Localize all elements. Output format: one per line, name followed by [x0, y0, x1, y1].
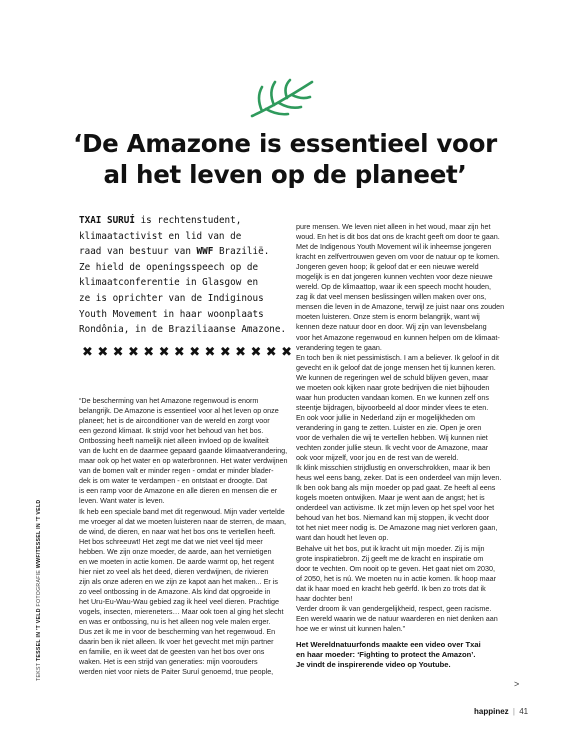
body-line: kracht en zelfvertrouwen geven om voor de natuur op te komen.: [296, 252, 500, 262]
intro-line-6: ze is oprichter van de Indiginous: [79, 292, 264, 304]
credit-photo-name: WWF/TESSEL IN 'T VELD: [36, 499, 42, 569]
body-line: woud. En het is dit bos dat ons de kracht geeft om door te gaan.: [296, 232, 500, 242]
body-line: voor de verhalen die wij te vertellen hebben. Wij kunnen niet: [296, 432, 488, 442]
body-line: pure mensen. We leven niet alleen in het woud, maar zijn het: [296, 222, 491, 231]
body-line: ook voor mijzelf, voor jou en de rest van de wereld.: [296, 453, 459, 463]
body-line: voor het Amazone regenwoud en kunnen helpen om de klimaat-: [296, 332, 500, 342]
body-line: En ook voor jullie in Nederland zijn er mogelijkheden om: [296, 412, 475, 422]
intro-line-3-pre: raad van bestuur van: [79, 246, 197, 258]
body-line: leven. Want water is leven.: [79, 496, 165, 506]
cross-mark-icon: ✖: [127, 345, 139, 360]
body-line: zag ik dat veel mensen beslissingen willen maken over ons,: [296, 292, 487, 302]
body-line: de wind, de dieren, en naar wat het bos ons te vertellen heeft.: [79, 526, 276, 536]
body-line: hebben. We zijn onze moeder, de aarde, aan het vernietigen: [79, 546, 272, 556]
intro-line-5: klimaatconferentie in Glasgow en: [79, 277, 259, 289]
intro-line: [79, 213, 289, 229]
magazine-brand: happinez: [474, 707, 509, 716]
body-line: verandering tegen te gaan.: [296, 342, 382, 352]
leaf-branch-icon: [246, 78, 318, 120]
body-line: en was er ontbossing, nu is het alleen nog vele malen erger.: [79, 617, 271, 627]
title-line-2: al het leven op de planeet’: [103, 160, 467, 189]
continue-arrow: >: [514, 679, 520, 689]
body-line: kennen deze natuur door en door. Wij zijn van levensbelang: [296, 322, 487, 332]
body-line: haar dochter ben!: [296, 593, 353, 603]
body-line: werden niet voor niets de Paiter Suruí genoemd, true people,: [79, 667, 274, 677]
body-line: steentje bijdragen, bijvoorbeeld al door minder vlees te eten.: [296, 402, 489, 412]
page-footer: [474, 707, 528, 716]
body-line: We kunnen de regeringen wel de schuld blijven geven, maar: [296, 372, 489, 382]
cross-mark-icon: ✖: [82, 345, 93, 360]
body-line: “De bescherming van het Amazone regenwoud is enorm: [79, 396, 259, 405]
body-line: of 2050, het is nú. We moeten nu in actie komen. Ik hoop maar: [296, 573, 497, 583]
body-line: Verder droom ik van gendergelijkheid, respect, geen racisme.: [296, 603, 492, 613]
body-line: vogels, insecten, miereneters… Maar ook toen al ging het slecht: [79, 606, 284, 616]
article-title: [40, 128, 530, 190]
body-line: grote inspiratiebron. Zij geeft me de kracht en inspiratie om: [296, 553, 484, 563]
cross-mark-icon: ✖: [219, 345, 231, 360]
intro-paragraph: [79, 213, 289, 338]
intro-line-3-post: Brazilië.: [213, 246, 270, 258]
body-column-left: [79, 396, 287, 677]
body-line: en familie, en ik weet dat de geesten van het bos over ons: [79, 647, 265, 657]
intro-name: TXAI SURUÍ: [79, 215, 135, 226]
photo-credit-text: [36, 500, 42, 681]
body-line: moeten luisteren. Onze stem is enorm belangrijk, want wij: [296, 312, 480, 322]
intro-line: [79, 244, 289, 260]
cta-line-1: Het Wereldnatuurfonds maakte een video over Txai: [296, 639, 481, 649]
body-line: een gezond klimaat. Ik strijd voor het behoud van het bos.: [79, 426, 264, 436]
cross-mark-icon: ✖: [143, 345, 155, 360]
body-line: Het bos schreeuwt! Het zegt me dat we niet veel tijd meer: [79, 536, 263, 546]
credit-text-name: TESSEL IN 'T VELD: [36, 608, 42, 662]
body-line: en we moeten in actie komen. De aarde warmt op, het regent: [79, 556, 274, 566]
cross-mark-icon: ✖: [204, 345, 216, 360]
cross-divider: [82, 346, 292, 360]
body-line: Ontbossing heeft namelijk niet alleen invloed op de kwaliteit: [79, 436, 269, 446]
body-line: van de lucht en de daarmee gepaard gaande klimaatverandering,: [79, 446, 288, 456]
body-line: Behalve uit het bos, put ik kracht uit mijn moeder. Zij is mijn: [296, 543, 485, 553]
body-line: want dan houdt het leven op.: [296, 533, 389, 543]
body-line: wereld. Op de klimaattop, waar ik een speech mocht houden,: [296, 282, 491, 292]
intro-line-8: Rondônia, in de Braziliaanse Amazone.: [79, 324, 287, 336]
intro-line-1-rest: is rechtenstudent,: [134, 215, 242, 226]
body-line: mensen die leven in de Amazone, terwijl ze juist naar ons zouden: [296, 302, 505, 312]
credit-text-label: TEKST: [36, 661, 42, 681]
body-line: Dus zet ik me in voor de bescherming van het regenwoud. En: [79, 627, 276, 637]
body-line: maar ook op het water en op waterbronnen. Het water verdwijnen: [79, 456, 288, 466]
body-line: En toch ben ik niet pessimistisch. I am a believer. Ik geloof in dit: [296, 352, 499, 362]
intro-line-4: Ze hield de openingsspeech op de: [79, 261, 259, 273]
cta-line-3: Je vindt de inspirerende video op Youtube.: [296, 660, 451, 670]
cross-mark-icon: ✖: [189, 345, 201, 360]
footer-separator: |: [512, 707, 515, 716]
cross-mark-icon: ✖: [97, 345, 109, 360]
body-line: dat ik haar moed en kracht heb geërfd. Ik ben zo trots dat ik: [296, 583, 486, 593]
body-line: heus wel eens bang, zeker. Dat is een onderdeel van mijn leven.: [296, 473, 502, 483]
body-column-right-text: [296, 222, 510, 634]
body-line: zo veel ontbossing in de Amazone. Als kind dat opgroeide in: [79, 586, 271, 596]
body-line: me vroeger al dat we moeten luisteren naar de sterren, de maan,: [79, 516, 286, 526]
cross-mark-icon: ✖: [235, 345, 247, 360]
body-line: door te vechten. Om nooit op te geven. Het gaat niet om 2030,: [296, 563, 495, 573]
photo-credit: [36, 499, 44, 681]
body-line: van de bomen valt er minder regen - omdat er minder blader-: [79, 466, 274, 476]
body-line: Ik klink misschien strijdlustig en onverschrokken, maar ik ben: [296, 463, 491, 473]
body-line: vechten zonder jullie steun. Ik vecht voor de Amazone, maar: [296, 443, 489, 453]
cross-mark-icon: ✖: [281, 345, 292, 360]
body-line: hier niet zo veel als het deed, dieren verdwijnen, de rivieren: [79, 566, 269, 576]
body-line: waken. Het is een strijd van generaties: mijn voorouders: [79, 657, 258, 667]
cross-mark-icon: ✖: [265, 345, 277, 360]
body-line: Jongeren geven hoop; ik geloof dat er een nieuwe wereld: [296, 262, 479, 272]
cross-mark-icon: ✖: [173, 345, 185, 360]
body-line: Een wereld waarin we de natuur waarderen en niet denken aan: [296, 613, 498, 623]
body-line: mogelijk is en dat jongeren kunnen vechten voor deze nieuwe: [296, 272, 493, 282]
body-line: kogels moeten ontwijken. Maar je went aan de angst; het is: [296, 493, 485, 503]
cross-mark-icon: ✖: [112, 345, 124, 360]
body-line: belangrijk. De Amazone is essentieel voor al het leven op onze: [79, 406, 279, 416]
body-line: dek is om water te verdampen - en ontstaat er droogte. Dat: [79, 476, 268, 486]
cta-line-2: en haar moeder: ‘Fighting to protect the Amazon’.: [296, 649, 476, 659]
intro-line-2: klimaatactivist en lid van de: [79, 230, 242, 242]
body-line: is een ramp voor de Amazone en alle dieren en mensen die er: [79, 486, 278, 496]
body-line: gevecht en ik geloof dat de jonge mensen het tij kunnen keren.: [296, 362, 496, 372]
body-line: verandering in gang te zetten. Luister en zie. Open je oren: [296, 422, 482, 432]
title-line-1: ‘De Amazone is essentieel voor: [73, 129, 497, 158]
body-line: Ik heb een speciale band met dit regenwoud. Mijn vader vertelde: [79, 506, 285, 516]
body-line: hoe we er winst uit kunnen halen.”: [296, 623, 406, 633]
body-line: onderdeel van activisme. Ik zet mijn leven op het spel voor het: [296, 503, 495, 513]
body-line: planeet; het is de airconditioner van de wereld en zorgt voor: [79, 416, 270, 426]
cross-mark-icon: ✖: [158, 345, 170, 360]
body-line: waar hun producten vandaan komen. En we kunnen zelf ons: [296, 392, 489, 402]
body-line: Ik ben ook bang als mijn moeder op pad gaat. Ze heeft al eens: [296, 483, 496, 493]
body-line: Met de Indigenous Youth Movement wil ik inheemse jongeren: [296, 242, 492, 252]
body-line: tot het niet meer nodig is. De Amazone mag niet verloren gaan,: [296, 523, 498, 533]
intro-org: WWF: [196, 246, 214, 258]
cross-mark-icon: ✖: [250, 345, 262, 360]
body-line: behoud van het bos. Niemand kan mij stoppen, ik vecht door: [296, 513, 489, 523]
credit-photo-label: FOTOGRAFIE: [36, 568, 42, 609]
body-line: zijn als onze aderen en we zijn ze kapot aan het maken... Er is: [79, 576, 278, 586]
body-line: daarin ben ik niet alleen. Ik voer het gevecht met mijn partner: [79, 637, 274, 647]
body-line: het Uru-Eu-Wau-Wau gebied zag ik heel veel dieren. Prachtige: [79, 596, 280, 606]
page-number: 41: [519, 707, 529, 716]
body-line: we moeten ook kijken naar grote bedrijven die niet bijhouden: [296, 382, 490, 392]
intro-line-7: Youth Movement in haar woonplaats: [79, 308, 264, 320]
body-column-right: [296, 222, 510, 670]
